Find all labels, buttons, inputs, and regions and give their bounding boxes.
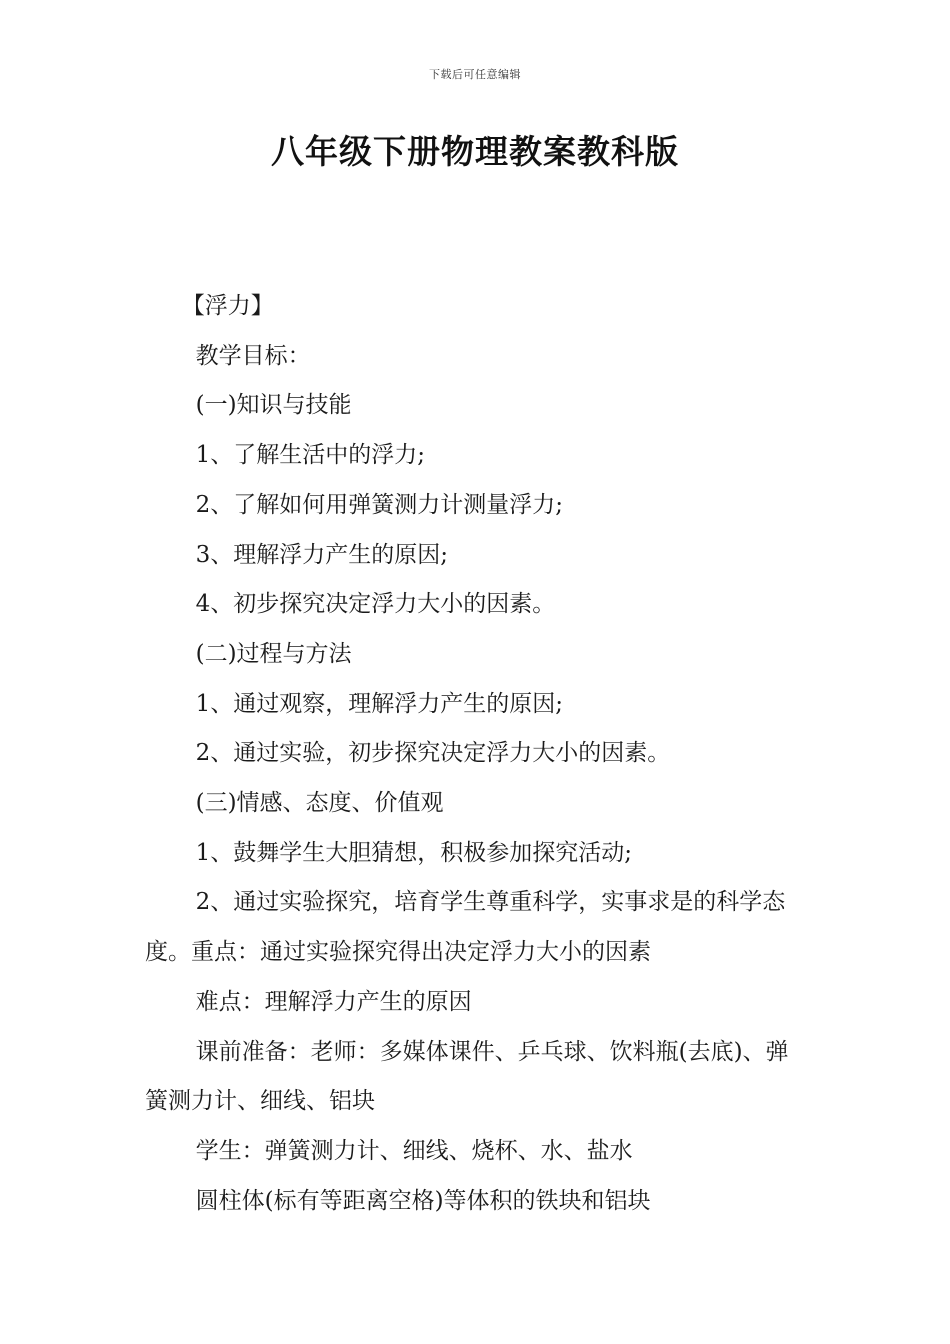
paragraph-preparation-teacher: 课前准备：老师：多媒体课件、乒乓球、饮料瓶(去底)、弹簧测力计、细线、铝块 — [145, 1038, 789, 1115]
paragraph-goal-2: 2、了解如何用弹簧测力计测量浮力; — [195, 491, 563, 518]
paragraph-process-1: 1、通过观察，理解浮力产生的原因; — [195, 690, 563, 717]
paragraph-teaching-goals: 教学目标： — [195, 342, 311, 369]
paragraph-emotion-1: 1、鼓舞学生大胆猜想，积极参加探究活动; — [195, 839, 632, 866]
paragraph-knowledge-skills: (一)知识与技能 — [195, 392, 352, 419]
paragraph-emotion-values: (三)情感、态度、价值观 — [195, 790, 444, 817]
document-body — [145, 282, 810, 1226]
header-note: 下载后可任意编辑 — [429, 68, 521, 81]
paragraph-process-method: (二)过程与方法 — [195, 640, 352, 667]
document-title: 八年级下册物理教案教科版 — [271, 132, 679, 171]
paragraph-emotion-2-keypoint: 2、通过实验探究，培育学生尊重科学，实事求是的科学态度。重点：通过实验探究得出决定浮力大小的因素 — [145, 889, 786, 966]
paragraph-preparation-materials: 圆柱体(标有等距离空格)等体积的铁块和铝块 — [195, 1187, 651, 1214]
section-heading: 【浮力】 — [181, 293, 274, 319]
paragraph-preparation-students: 学生：弹簧测力计、细线、烧杯、水、盐水 — [195, 1137, 633, 1164]
paragraph-difficulty: 难点：理解浮力产生的原因 — [195, 988, 472, 1015]
paragraph-goal-3: 3、理解浮力产生的原因; — [195, 541, 448, 568]
paragraph-goal-4: 4、初步探究决定浮力大小的因素。 — [195, 591, 556, 618]
paragraph-process-2: 2、通过实验，初步探究决定浮力大小的因素。 — [195, 740, 671, 767]
paragraph-goal-1: 1、了解生活中的浮力; — [195, 442, 425, 469]
